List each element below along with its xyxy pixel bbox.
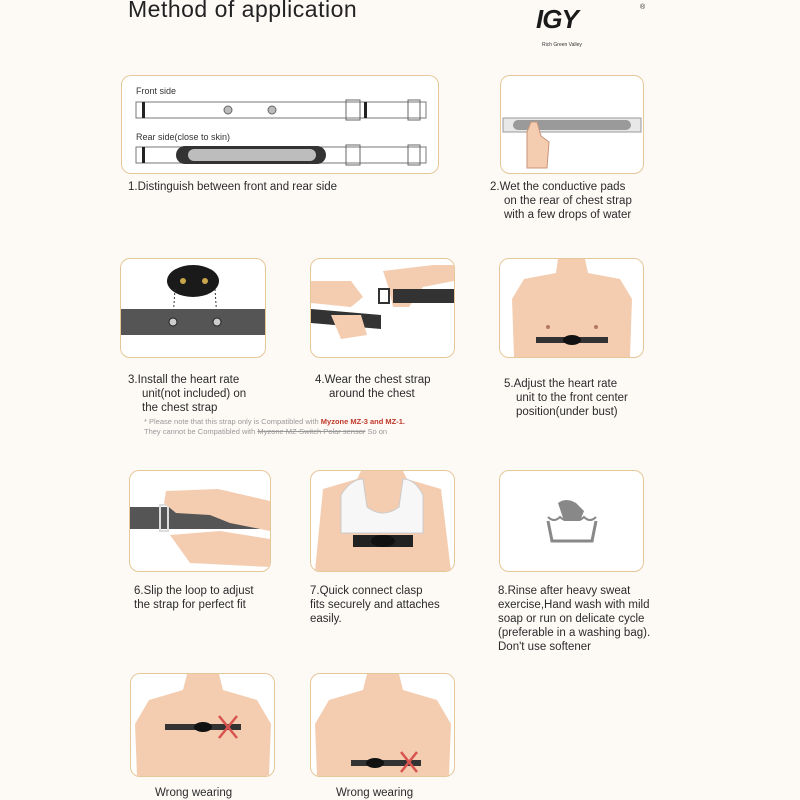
step3-caption-line1: 3.Install the heart rate (128, 374, 240, 386)
install-unit-illustration (121, 259, 265, 357)
step6-caption-line2: the strap for perfect fit (134, 599, 246, 611)
slip-loop-illustration (130, 471, 270, 571)
logo-mark: IGY (536, 4, 578, 34)
note-line1 (144, 417, 484, 427)
step4-image (310, 258, 455, 358)
step5-caption-line1: 5.Adjust the heart rate (504, 378, 618, 390)
step4-caption (315, 373, 430, 401)
wrong-wearing-1-image (130, 673, 275, 777)
step6-caption-line1: 6.Slip the loop to adjust (134, 585, 254, 597)
step2-caption-line2: on the rear of chest strap (504, 195, 632, 207)
wrong-low-illustration (311, 674, 454, 776)
step6-caption (134, 584, 254, 612)
step7-caption-line1: 7.Quick connect clasp (310, 585, 423, 597)
step5-image (499, 258, 644, 358)
step7-image (310, 470, 455, 572)
logo-subtitle: Rich Green Valley (542, 42, 582, 48)
step1-image (121, 75, 439, 174)
step1-caption: 1.Distinguish between front and rear side (128, 181, 338, 193)
step8-caption-line3: soap or run on delicate cycle (498, 613, 645, 625)
step6-image (129, 470, 271, 572)
rear-strap-illustration (132, 143, 432, 167)
wet-pads-illustration (501, 76, 643, 173)
step2-caption (490, 180, 632, 222)
step2-caption-line3: with a few drops of water (504, 209, 632, 221)
step8-caption-line5: Don't use softener (498, 641, 591, 653)
note-line1-prefix: * Please note that this strap only is Compatibled with (144, 417, 319, 426)
step4-caption-line1: 4.Wear the chest strap (315, 374, 431, 386)
step3-image (120, 258, 266, 358)
step5-caption-line2: unit to the front center (516, 392, 628, 404)
wrong-wearing-2-image (310, 673, 455, 777)
step2-caption-line1: 2.Wet the conductive pads (490, 181, 626, 193)
step8-caption-line4: (preferable in a washing bag). (498, 627, 651, 639)
brand-logo (532, 4, 662, 48)
step8-caption-line2: exercise,Hand wash with mild (498, 599, 650, 611)
wrong-high-illustration (131, 674, 274, 776)
step2-image (500, 75, 644, 174)
step7-caption-line3: easily. (310, 613, 342, 625)
step3-caption (128, 373, 246, 415)
step4-caption-line2: around the chest (329, 388, 415, 400)
step7-caption-line2: fits securely and attaches (310, 599, 440, 611)
front-strap-illustration (132, 98, 432, 122)
step8-caption-line1: 8.Rinse after heavy sweat (498, 585, 631, 597)
note-line2-suffix: So on (367, 427, 388, 436)
quick-clasp-illustration (311, 471, 454, 571)
note-line1-highlight: Myzone MZ-3 and MZ-1 (320, 417, 403, 426)
step8-caption (498, 584, 650, 654)
step7-caption (310, 584, 440, 626)
logo-registered: ® (640, 4, 646, 11)
note-line1-suffix: . (402, 417, 405, 426)
rear-side-label: Rear side(close to skin) (136, 132, 231, 142)
step5-caption-line3: position(under bust) (516, 406, 618, 418)
note-line2 (144, 427, 484, 437)
front-side-label: Front side (136, 86, 177, 96)
note-line2-prefix: They cannot be Compatibled with (144, 427, 256, 436)
adjust-position-illustration (500, 259, 643, 357)
step3-caption-line3: the chest strap (142, 402, 218, 414)
step3-caption-line2: unit(not included) on (142, 388, 247, 400)
wrong-wearing-2-caption: Wrong wearing (336, 787, 414, 799)
note-line2-strike: Myzone MZ-Switch Polar sensor (257, 427, 366, 436)
wear-strap-illustration (311, 259, 454, 357)
step5-caption (504, 377, 628, 419)
wrong-wearing-1-caption: Wrong wearing (155, 787, 233, 799)
compatibility-note (144, 417, 484, 437)
step8-image (499, 470, 644, 572)
hand-wash-icon (544, 497, 600, 545)
page-title: Method of application (128, 0, 358, 22)
